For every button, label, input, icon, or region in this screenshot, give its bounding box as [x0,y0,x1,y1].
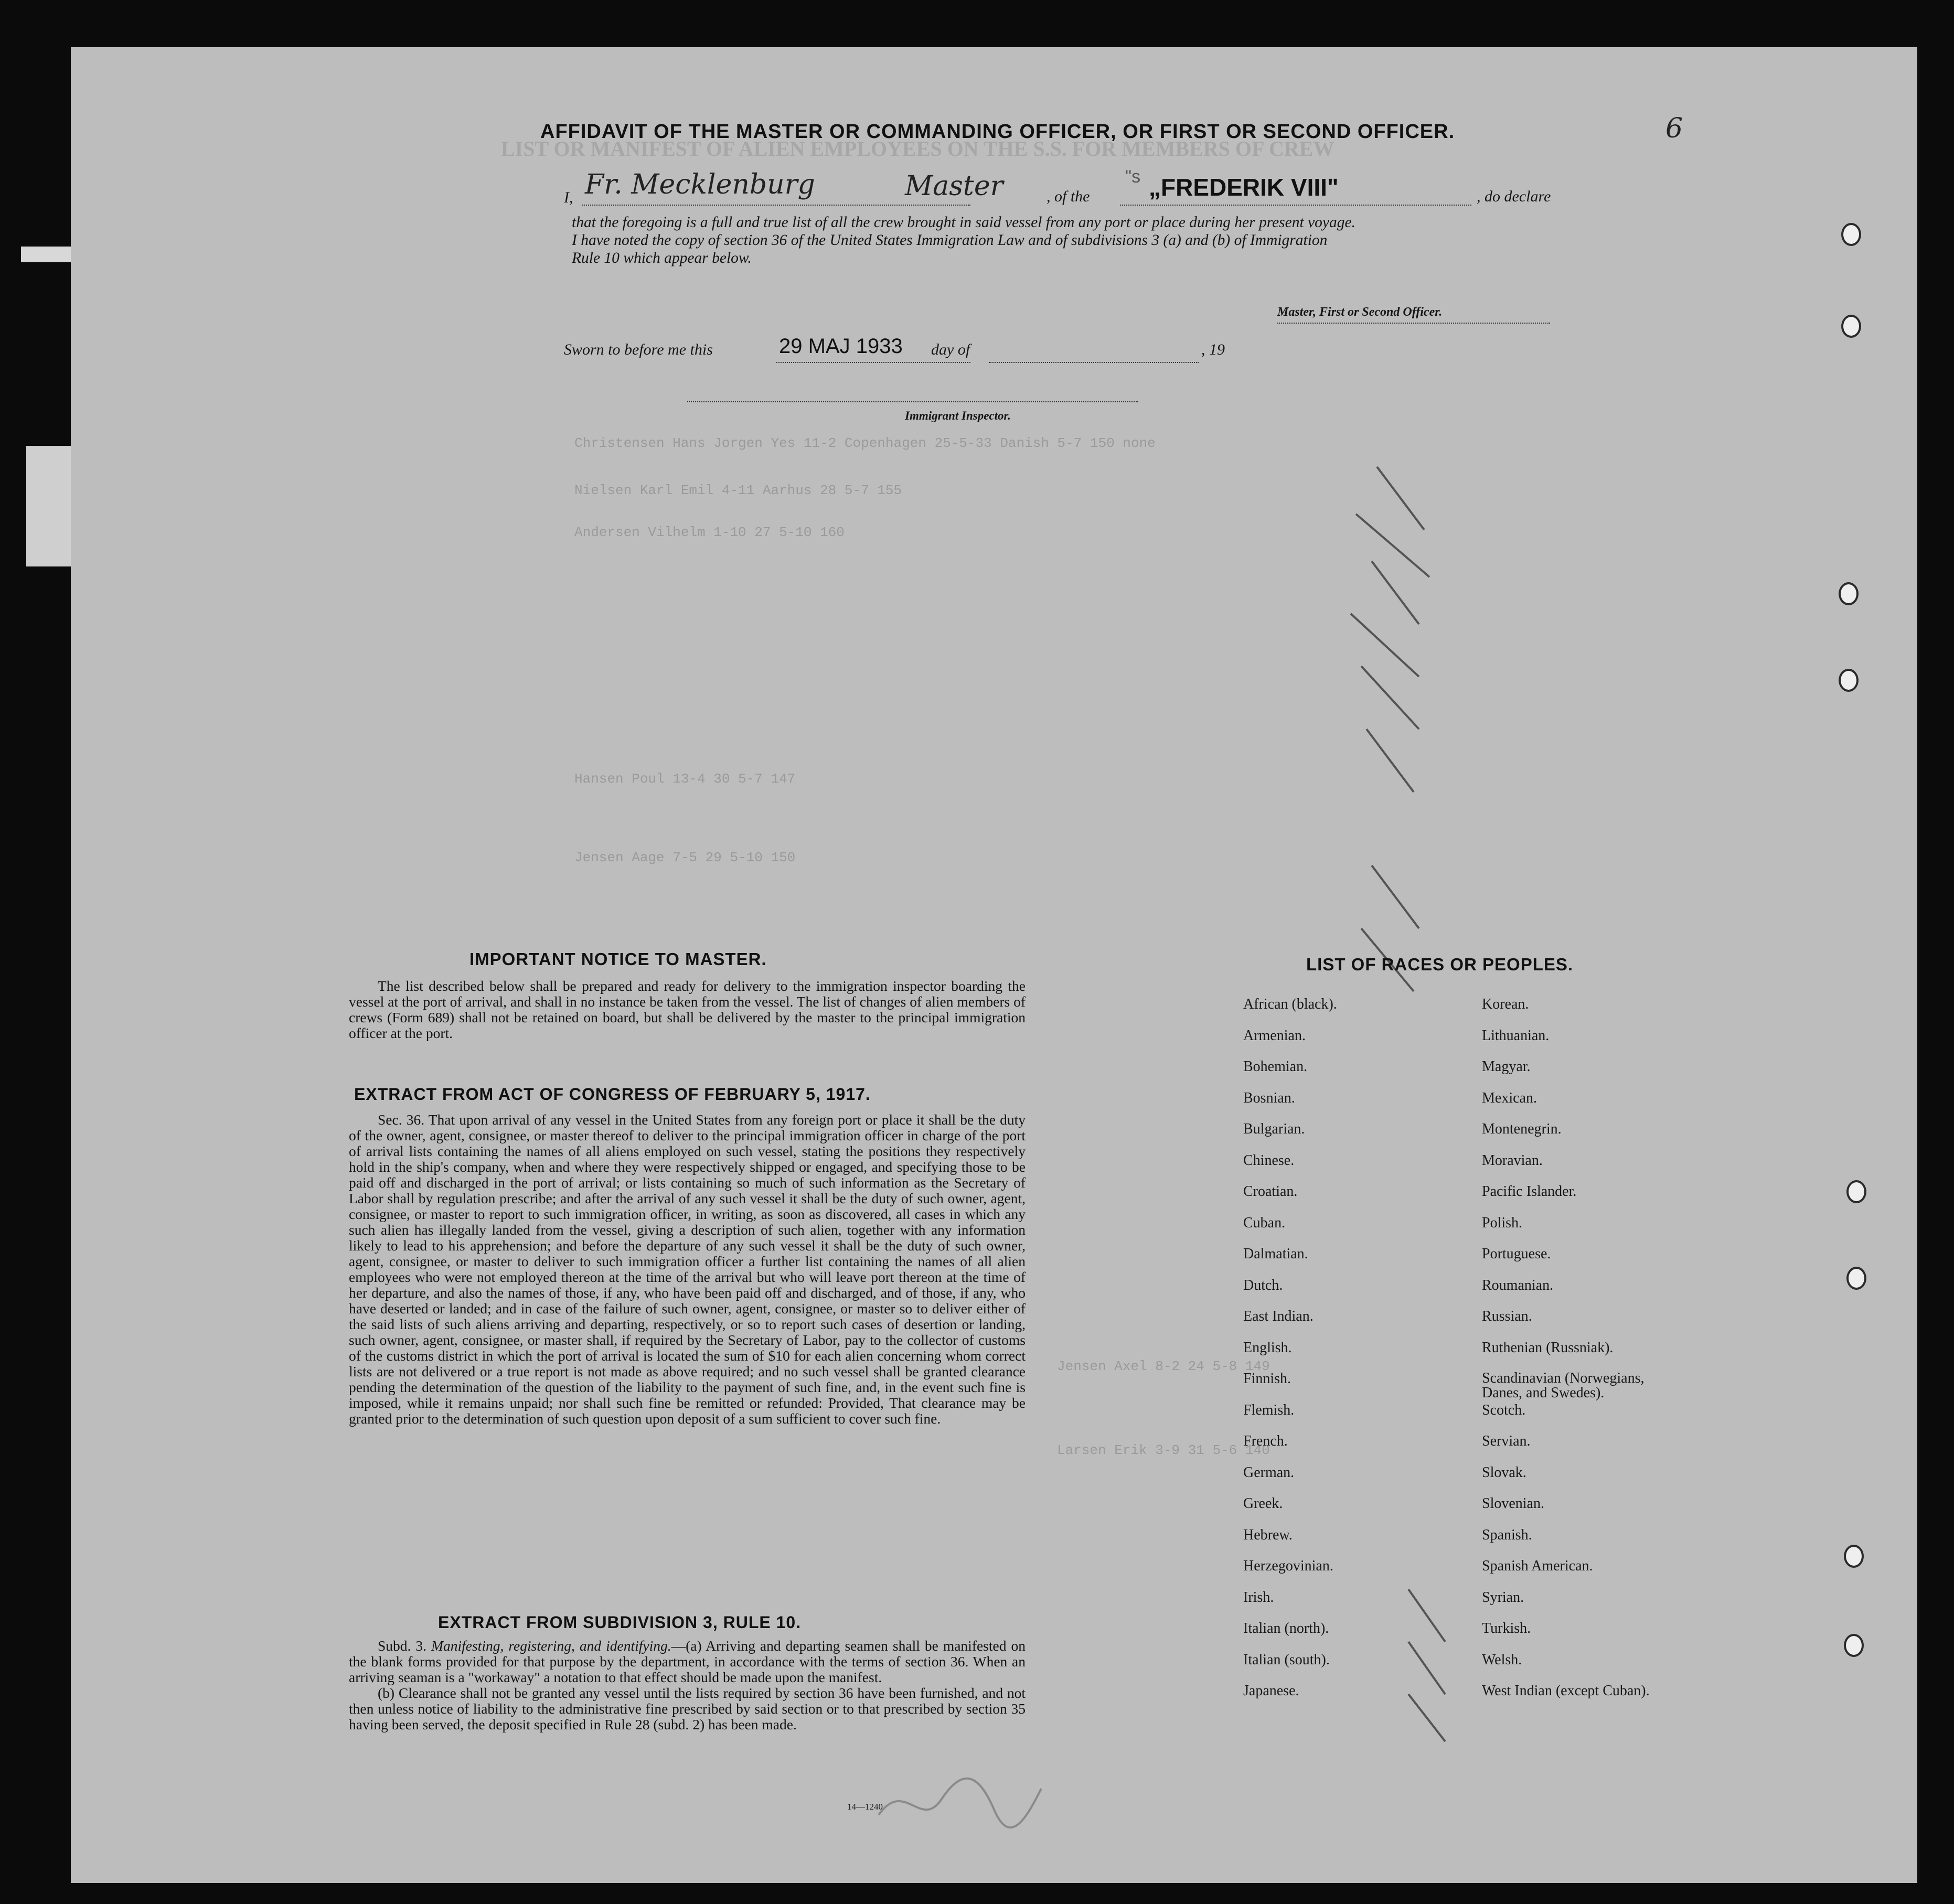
races-right-column [1482,997,1655,1715]
month-line [989,362,1199,363]
do-declare-label: , do declare [1477,188,1551,205]
notice-paragraph [349,978,1026,1041]
rule-text-a: —(a) Arriving and departing seamen shall be manifested on the blank forms provided for that purpose by the department, in accordance with the terms of section 36. When an arriving seaman is a "workaway" a notation to that effect should be made upon the manifest. [349,1638,1026,1685]
document-page [71,47,1917,1883]
day-of-label: day of [931,341,970,358]
notice-text: The list described below shall be prepared and ready for delivery to the immigration inspector boarding the vessel at the port of arrival, and shall in no instance be taken from the vessel. The list of changes of alien members of crews (Form 689) shall not be retained on board, but shall be delivered by the master to the principal immigration officer at the port. [349,978,1026,1041]
ship-prefix: "s [1125,167,1141,187]
binder-hole [1846,1180,1866,1203]
bleed-through-row: Jensen Aage 7-5 29 5-10 150 [574,850,796,865]
form-number: 14—1240 [847,1802,883,1812]
race-entry: Scandinavian (Norwegians, Danes, and Swedes). [1482,1370,1645,1401]
race-entry: Servian. [1482,1433,1531,1449]
race-entry: Italian (north). [1243,1620,1329,1636]
date-line [776,362,970,363]
race-entry: Finnish. [1243,1371,1291,1387]
race-entry: Welsh. [1482,1651,1522,1668]
race-entry: Lithuanian. [1482,1027,1550,1044]
bleed-through-heading: LIST OR MANIFEST OF ALIEN EMPLOYEES ON THE S.S. FOR MEMBERS OF CREW [501,137,1334,161]
race-entry: Mexican. [1482,1089,1537,1106]
declarant-label: I, [564,189,573,206]
faint-scribble [873,1768,1047,1836]
race-entry: Japanese. [1243,1683,1299,1699]
race-entry: German. [1243,1464,1295,1481]
bleed-through-row: Jensen Axel 8-2 24 5-8 149 [1057,1359,1270,1374]
underlying-page-edge [26,446,71,566]
race-entry: East Indian. [1243,1308,1314,1324]
affidavit-title: AFFIDAVIT OF THE MASTER OR COMMANDING OFFICER, OR FIRST OR SECOND OFFICER. [540,121,1455,143]
race-entry: Bulgarian. [1243,1121,1305,1137]
inspector-signature-line [687,401,1138,402]
act-extract-paragraph [349,1112,1026,1427]
race-entry: Croatian. [1243,1183,1298,1200]
race-entry: Korean. [1482,996,1529,1012]
master-name-signature: Fr. Mecklenburg [585,169,815,200]
race-entry: Bohemian. [1243,1058,1308,1075]
race-entry: Italian (south). [1243,1651,1330,1668]
race-entry: Herzegovinian. [1243,1558,1333,1574]
race-entry: Chinese. [1243,1152,1295,1169]
race-entry: Roumanian. [1482,1277,1554,1293]
race-entry: Magyar. [1482,1058,1531,1075]
race-entry: English. [1243,1339,1292,1356]
rule-text-b: (b) Clearance shall not be granted any vessel until the lists required by section 36 have been furnished, and not then unless notice of liability to the administrative fine prescribed by said section or to that prescribed by section 35 having been served, the deposit specified in Rule 28 (subd. 2) has been made. [349,1685,1026,1732]
bleed-through-row: Larsen Erik 3-9 31 5-6 140 [1057,1442,1270,1458]
binder-hole [1846,1267,1866,1290]
bleed-through-row: Christensen Hans Jorgen Yes 11-2 Copenhagen 25-5-33 Danish 5-7 150 none [574,435,1156,451]
race-entry: Spanish. [1482,1526,1532,1543]
race-entry: Irish. [1243,1589,1274,1606]
sworn-label: Sworn to before me this [564,341,713,358]
corner-handwritten-mark: 6 [1665,113,1683,144]
binder-hole [1841,315,1861,338]
races-left-column [1243,997,1337,1715]
ship-line [1120,205,1471,206]
race-entry: Armenian. [1243,1027,1306,1044]
ship-name-stamp: „FREDERIK VIII" [1149,174,1339,201]
race-entry: Greek. [1243,1495,1283,1512]
bleed-through-row: Andersen Vilhelm 1-10 27 5-10 160 [574,525,845,540]
underlying-page-edge [21,247,71,262]
subd-label: Subd. 3. [378,1638,427,1654]
affidavit-line-1: that the foregoing is a full and true list of all the crew brought in said vessel from any port or place during her present voyage. [572,214,1355,231]
race-entry: Syrian. [1482,1589,1524,1606]
subd-heading: Manifesting, registering, and identifying. [431,1638,671,1654]
affidavit-line-2: I have noted the copy of section 36 of the United States Immigration Law and of subdivisions 3 (a) and (b) of Immigration [572,232,1328,249]
race-entry: Slovak. [1482,1464,1526,1481]
of-the-label: , of the [1047,188,1090,205]
inspector-caption: Immigrant Inspector. [905,409,1011,422]
signature-caption: Master, First or Second Officer. [1277,305,1443,319]
bleed-through-row: Nielsen Karl Emil 4-11 Aarhus 28 5-7 155 [574,483,902,498]
race-entry: Dalmatian. [1243,1246,1308,1262]
binder-hole [1844,1545,1864,1568]
race-entry: Russian. [1482,1308,1532,1324]
signature-line [1277,323,1550,324]
binder-hole [1839,669,1859,692]
rule-extract-paragraph [349,1638,1026,1732]
year-label: , 19 [1201,341,1225,358]
binder-hole [1844,1634,1864,1657]
race-entry: Montenegrin. [1482,1121,1562,1137]
race-entry: Cuban. [1243,1214,1286,1231]
race-entry: West Indian (except Cuban). [1482,1683,1650,1699]
race-entry: Polish. [1482,1214,1523,1231]
section-label: Sec. 36. [378,1111,425,1128]
race-entry: Scotch. [1482,1402,1526,1418]
race-entry: Hebrew. [1243,1526,1293,1543]
race-entry: Portuguese. [1482,1246,1551,1262]
race-entry: Ruthenian (Russniak). [1482,1339,1614,1356]
act-extract-text: That upon arrival of any vessel in the United States from any foreign port or place it shall be the duty of the owner, agent, consignee, or master thereof to deliver to the principal immigration officer in charge of the port of arrival lists containing the names of all aliens employed on such vessel, stating the positions they respectively hold in the ship's company, when and where they were respectively shipped or engaged, and specifying those to be paid off and discharged in the port of arrival; or lists containing so much of such information as the Secretary of Labor shall by regulation prescribe; and after the arrival of any such vessel it shall be the duty of such owner, agent, consignee, or master to report to such immigration officer, in writing, as soon as discovered, all cases in which any such alien has illegally landed from the vessel, giving a description of such alien, together with any information likely to lead to his apprehension; and before the departure of any such vessel it shall be the duty of such owner, agent, consignee, or master to deliver to such immigration officer a further list containing the names of all alien employees who were not employed thereon at the time of the arrival but who will leave port thereon at the time of her departure, and also the names of those, if any, who have been paid off and discharged, and of those, if any, who have deserted or landed; and in case of the failure of such owner, agent, consignee, or master so to deliver either of the said lists of such aliens arriving and departing, respectively, or so to report such cases of desertion or landing, such owner, agent, consignee, or master shall, if required by the Secretary of Labor, pay to the collector of customs of the customs district in which the port of arrival is located the sum of $10 for each alien concerning whom correct lists are not delivered or a true report is not made as above required; and no such vessel shall be granted clearance pending the determination of the question of the liability to the payment of such fine, and, in the event such fine is imposed, while it remains unpaid; nor shall such fine be remitted or refunded: Provided, That clearance may be granted prior to the determination of such question upon deposit of a sum sufficient to cover such fine. [349,1111,1026,1427]
race-entry: Spanish American. [1482,1558,1593,1574]
sworn-date-stamp: 29 MAJ 1933 [779,335,903,358]
race-entry: Flemish. [1243,1402,1295,1418]
master-role-handwritten: Master [905,170,1003,202]
rule-extract-title: EXTRACT FROM SUBDIVISION 3, RULE 10. [438,1613,802,1632]
race-entry: Turkish. [1482,1620,1531,1636]
race-entry: Moravian. [1482,1152,1543,1169]
binder-hole [1841,223,1861,246]
act-extract-title: EXTRACT FROM ACT OF CONGRESS OF FEBRUARY 5, 1917. [354,1085,871,1104]
affidavit-line-3: Rule 10 which appear below. [572,250,752,266]
race-entry: Dutch. [1243,1277,1283,1293]
bleed-through-row: Hansen Poul 13-4 30 5-7 147 [574,771,796,787]
race-entry: French. [1243,1433,1288,1449]
races-title: LIST OF RACES OR PEOPLES. [1306,955,1574,974]
binder-hole [1839,582,1859,605]
name-line [582,205,970,206]
race-entry: Pacific Islander. [1482,1183,1577,1200]
notice-title: IMPORTANT NOTICE TO MASTER. [469,949,767,969]
race-entry: African (black). [1243,996,1337,1012]
race-entry: Bosnian. [1243,1089,1295,1106]
race-entry: Slovenian. [1482,1495,1544,1512]
